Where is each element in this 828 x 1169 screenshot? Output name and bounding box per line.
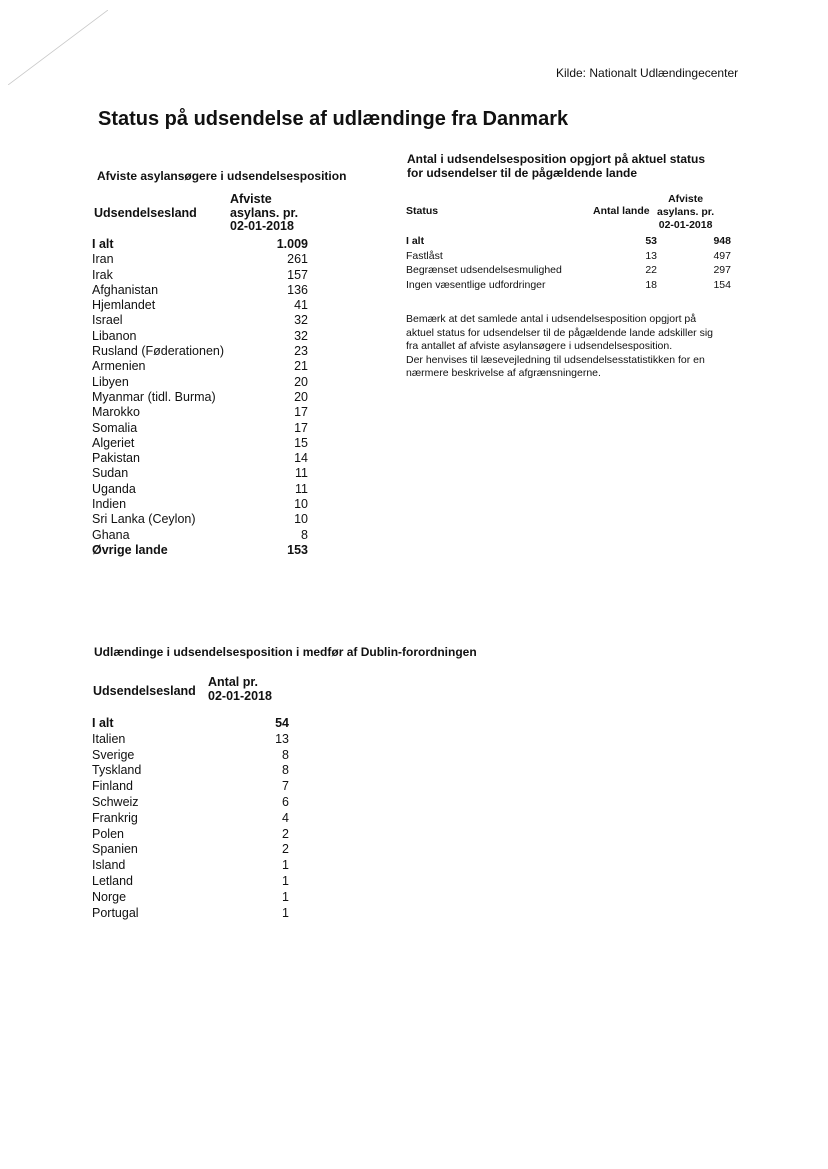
- value-cell: 157: [287, 267, 308, 282]
- country-cell: Tyskland: [92, 763, 142, 778]
- value-cell: 10: [294, 497, 308, 512]
- table-row: [92, 906, 292, 922]
- value-cell: 2: [282, 842, 289, 857]
- table-row: [92, 858, 292, 874]
- value-cell: 17: [294, 420, 308, 435]
- table-row: [92, 528, 322, 543]
- country-cell: Spanien: [92, 842, 138, 857]
- table1-col-country: Udsendelsesland: [94, 206, 197, 220]
- table-row: [92, 512, 322, 527]
- value-cell: 1: [282, 858, 289, 873]
- table-row: [92, 390, 322, 405]
- table2-col-value-line: Afviste: [668, 193, 704, 205]
- value-cell: 136: [287, 282, 308, 297]
- value-cell: 17: [294, 405, 308, 420]
- table2-col-value: [657, 193, 714, 232]
- dublin-table: [92, 675, 292, 921]
- country-cell: Hjemlandet: [92, 298, 156, 313]
- explanatory-note: [406, 313, 726, 381]
- table-row: [405, 234, 735, 249]
- country-cell: Letland: [92, 873, 134, 888]
- country-cell: Rusland (Føderationen): [92, 344, 225, 359]
- table-row: [405, 278, 735, 293]
- count-cell: 22: [645, 264, 657, 276]
- status-cell: Ingen væsentlige udfordringer: [406, 278, 546, 291]
- status-cell: Begrænset udsendelsesmulighed: [406, 264, 562, 276]
- value-cell: 497: [713, 249, 731, 262]
- country-cell: Uganda: [92, 481, 136, 496]
- country-cell: Israel: [92, 313, 123, 328]
- table-row: [92, 313, 322, 328]
- count-cell: 13: [645, 249, 657, 262]
- value-cell: 1: [282, 889, 289, 904]
- table-row: [92, 268, 322, 283]
- value-cell: 21: [294, 359, 308, 374]
- table-row: [92, 763, 292, 779]
- table-row: [92, 795, 292, 811]
- status-cell: I alt: [406, 235, 425, 247]
- value-cell: 154: [713, 278, 731, 291]
- value-cell: 54: [275, 716, 289, 730]
- table1-header: [92, 193, 322, 237]
- country-cell: Polen: [92, 826, 124, 841]
- table-row: [92, 827, 292, 843]
- table2-body: [405, 234, 735, 292]
- country-cell: Myanmar (tidl. Burma): [92, 389, 216, 404]
- table3-col-value: [208, 675, 272, 703]
- status-cell: Fastlåst: [406, 249, 443, 262]
- value-cell: 11: [295, 481, 308, 496]
- country-cell: Finland: [92, 779, 133, 794]
- country-cell: Frankrig: [92, 810, 138, 825]
- scan-artifact-line: [8, 10, 108, 85]
- table-row: [92, 451, 322, 466]
- value-cell: 6: [282, 794, 289, 809]
- table3-col-value-line: Antal pr.: [208, 675, 259, 689]
- table2-col-status: Status: [406, 205, 439, 217]
- value-cell: 8: [301, 527, 308, 542]
- table-row: [92, 436, 322, 451]
- country-cell: Sri Lanka (Ceylon): [92, 512, 196, 527]
- country-cell: Sudan: [92, 466, 129, 481]
- value-cell: 297: [713, 264, 731, 276]
- table-row: [92, 252, 322, 267]
- table-row: [92, 811, 292, 827]
- table1-body: [92, 237, 322, 558]
- table-row: [92, 466, 322, 481]
- table-row: [92, 329, 322, 344]
- country-cell: Indien: [92, 497, 127, 512]
- table-row: [92, 405, 322, 420]
- table-row: [92, 421, 322, 436]
- table2-header: [405, 193, 735, 234]
- value-cell: 10: [294, 512, 308, 527]
- table2-col-value-line: 02-01-2018: [658, 219, 713, 231]
- value-cell: 8: [282, 763, 289, 778]
- source-note: Kilde: Nationalt Udlændingecenter: [556, 66, 739, 80]
- table-row: [92, 359, 322, 374]
- country-cell: I alt: [92, 716, 114, 730]
- table2-title-line: Antal i udsendelsesposition opgjort på aktuel status: [407, 152, 706, 166]
- country-cell: Marokko: [92, 405, 140, 420]
- table-row: [92, 779, 292, 795]
- note-paragraph: Bemærk at det samlede antal i udsendelsesposition opgjort på aktuel status for udsendelser til de pågældende lande adskiller sig fra antallet af afviste asylansøgere i udsendelsesposition.: [406, 313, 714, 353]
- country-cell: I alt: [92, 237, 114, 251]
- country-cell: Ghana: [92, 527, 130, 542]
- country-cell: Italien: [92, 731, 126, 746]
- value-cell: 7: [282, 779, 289, 794]
- table-row: [92, 874, 292, 890]
- table-row: [92, 890, 292, 906]
- value-cell: 13: [275, 731, 289, 746]
- country-cell: Afghanistan: [92, 282, 159, 297]
- table3-col-value-line: 02-01-2018: [208, 689, 272, 703]
- country-cell: Algeriet: [92, 435, 135, 450]
- rejected-asylum-table: [92, 193, 322, 558]
- value-cell: 41: [294, 298, 308, 313]
- table-row: [92, 716, 292, 732]
- table2-col-count: Antal lande: [593, 205, 650, 217]
- value-cell: 2: [282, 826, 289, 841]
- country-cell: Libanon: [92, 328, 137, 343]
- country-cell: Norge: [92, 889, 127, 904]
- value-cell: 15: [294, 435, 308, 450]
- value-cell: 20: [294, 389, 308, 404]
- count-cell: 18: [645, 278, 657, 291]
- table-row: [92, 298, 322, 313]
- table-row: [405, 263, 735, 278]
- table-row: [92, 237, 322, 252]
- value-cell: 948: [713, 235, 731, 247]
- value-cell: 4: [282, 810, 289, 825]
- table-row: [92, 497, 322, 512]
- country-cell: Somalia: [92, 420, 138, 435]
- value-cell: 23: [294, 344, 308, 359]
- country-cell: Schweiz: [92, 794, 139, 809]
- value-cell: 1.009: [276, 237, 308, 251]
- table2-col-value-line: asylans. pr.: [657, 206, 715, 218]
- table-row: [92, 375, 322, 390]
- count-cell: 53: [645, 235, 657, 247]
- value-cell: 1: [282, 905, 289, 920]
- country-cell: Armenien: [92, 359, 146, 374]
- table2-title-line: for udsendelser til de pågældende lande: [407, 166, 638, 180]
- table2-title: [407, 152, 705, 180]
- table1-col-value-line: 02-01-2018: [230, 219, 294, 233]
- table3-body: [92, 716, 292, 921]
- table1-title: Afviste asylansøgere i udsendelsesposition: [97, 169, 347, 183]
- note-paragraph: Der henvises til læsevejledning til udsendelsesstatistikken for en nærmere beskrivelse af afgrænsningerne.: [406, 353, 705, 380]
- country-cell: Sverige: [92, 747, 135, 762]
- table-row: [405, 249, 735, 264]
- country-cell: Øvrige lande: [92, 542, 168, 557]
- table3-header: [92, 675, 292, 716]
- value-cell: 14: [294, 451, 308, 466]
- value-cell: 1: [282, 873, 289, 888]
- value-cell: 153: [287, 542, 308, 557]
- table3-col-country: Udsendelsesland: [93, 684, 196, 698]
- table-row: [92, 543, 322, 558]
- country-cell: Island: [92, 858, 126, 873]
- country-cell: Irak: [92, 267, 113, 282]
- page-title: Status på udsendelse af udlændinge fra Danmark: [98, 108, 569, 130]
- country-cell: Portugal: [92, 905, 139, 920]
- table-row: [92, 344, 322, 359]
- table-row: [92, 842, 292, 858]
- table-row: [92, 283, 322, 298]
- value-cell: 8: [282, 747, 289, 762]
- status-table: [405, 193, 735, 292]
- value-cell: 261: [287, 252, 308, 267]
- table-row: [92, 732, 292, 748]
- table1-col-value-line: Afviste: [230, 192, 272, 206]
- value-cell: 20: [294, 374, 308, 389]
- table-row: [92, 748, 292, 764]
- value-cell: 11: [295, 466, 308, 481]
- table3-title: Udlændinge i udsendelsesposition i medfør af Dublin-forordningen: [94, 645, 477, 659]
- table-row: [92, 482, 322, 497]
- country-cell: Iran: [92, 252, 114, 267]
- value-cell: 32: [294, 313, 308, 328]
- table1-col-value: [230, 193, 298, 234]
- value-cell: 32: [294, 328, 308, 343]
- country-cell: Libyen: [92, 374, 129, 389]
- country-cell: Pakistan: [92, 451, 140, 466]
- table1-col-value-line: asylans. pr.: [230, 205, 299, 220]
